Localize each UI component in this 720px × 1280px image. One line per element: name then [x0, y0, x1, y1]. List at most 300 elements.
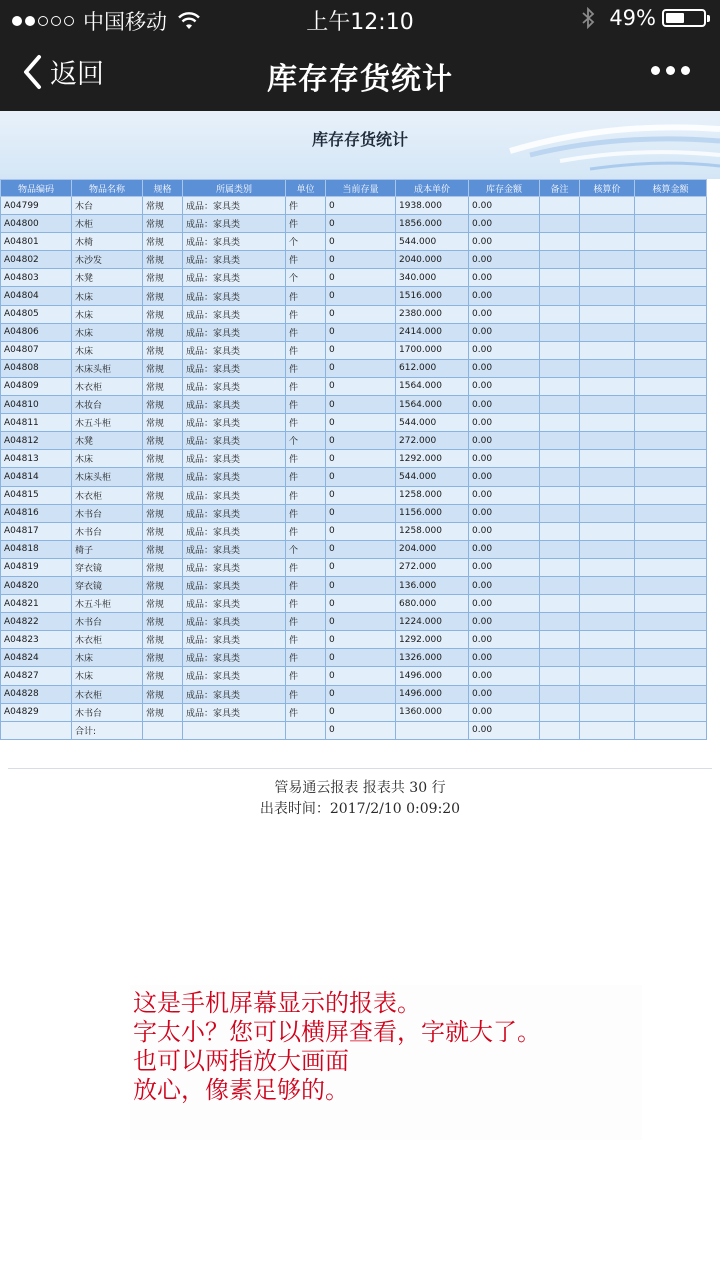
- table-cell: 0: [326, 685, 396, 703]
- table-cell: 0: [326, 269, 396, 287]
- table-cell: A04820: [1, 576, 72, 594]
- table-cell: 0: [326, 504, 396, 522]
- table-cell: A04829: [1, 703, 72, 721]
- table-cell: [580, 359, 635, 377]
- table-row: [1, 341, 707, 359]
- annotation-line: 字太小？您可以横屏查看，字就大了。: [133, 1018, 541, 1046]
- table-cell: 1938.000: [396, 197, 469, 215]
- table-cell: [580, 287, 635, 305]
- table-cell: 木柜: [72, 215, 143, 233]
- table-cell: [540, 287, 580, 305]
- divider: [8, 768, 712, 769]
- table-cell: 木床: [72, 341, 143, 359]
- table-cell: [635, 396, 707, 414]
- table-cell: [540, 613, 580, 631]
- table-cell: 件: [286, 197, 326, 215]
- more-dot-icon: [681, 66, 690, 75]
- table-cell: 0.00: [469, 558, 540, 576]
- report-title: 库存存货统计: [311, 130, 408, 149]
- table-cell: 544.000: [396, 233, 469, 251]
- table-cell: 件: [286, 377, 326, 395]
- table-cell: [580, 377, 635, 395]
- table-cell: 常规: [143, 703, 183, 721]
- table-cell: [540, 468, 580, 486]
- table-cell: 件: [286, 305, 326, 323]
- table-cell: A04805: [1, 305, 72, 323]
- table-cell: 件: [286, 631, 326, 649]
- table-cell: [396, 721, 469, 739]
- table-cell: 成品：家具类: [183, 468, 286, 486]
- table-cell: 1258.000: [396, 486, 469, 504]
- table-cell: [580, 649, 635, 667]
- table-cell: 0: [326, 197, 396, 215]
- table-cell: [580, 450, 635, 468]
- table-cell: 0: [326, 359, 396, 377]
- table-row: [1, 305, 707, 323]
- table-cell: 1496.000: [396, 685, 469, 703]
- table-cell: 136.000: [396, 576, 469, 594]
- table-cell: 成品：家具类: [183, 396, 286, 414]
- table-cell: 常规: [143, 486, 183, 504]
- annotation-box: [130, 985, 642, 1140]
- table-cell: 0.00: [469, 504, 540, 522]
- more-dot-icon: [666, 66, 675, 75]
- table-cell: 成品：家具类: [183, 287, 286, 305]
- table-cell: [580, 703, 635, 721]
- table-cell: 1292.000: [396, 631, 469, 649]
- table-cell: 成品：家具类: [183, 504, 286, 522]
- table-cell: [580, 595, 635, 613]
- table-cell: 成品：家具类: [183, 251, 286, 269]
- table-cell: 1360.000: [396, 703, 469, 721]
- table-cell: 木书台: [72, 703, 143, 721]
- report-timestamp: 出表时间：2017/2/10 0:09:20: [259, 801, 461, 817]
- table-cell: 件: [286, 341, 326, 359]
- table-cell: 0.00: [469, 522, 540, 540]
- table-cell: [580, 432, 635, 450]
- table-cell: 成品：家具类: [183, 649, 286, 667]
- table-cell: [540, 251, 580, 269]
- table-cell: 个: [286, 432, 326, 450]
- table-cell: 常规: [143, 540, 183, 558]
- table-cell: [580, 269, 635, 287]
- table-cell: 个: [286, 269, 326, 287]
- column-header: 所属类别: [183, 180, 286, 197]
- table-row: [1, 540, 707, 558]
- table-cell: [143, 721, 183, 739]
- battery-icon: [662, 9, 706, 27]
- table-cell: 0: [326, 305, 396, 323]
- table-cell: 件: [286, 558, 326, 576]
- table-cell: [580, 414, 635, 432]
- table-cell: 680.000: [396, 595, 469, 613]
- table-cell: 常规: [143, 649, 183, 667]
- table-cell: [635, 323, 707, 341]
- table-cell: 0.00: [469, 432, 540, 450]
- table-cell: 件: [286, 396, 326, 414]
- table-cell: 0.00: [469, 269, 540, 287]
- table-cell: [540, 323, 580, 341]
- table-cell: A04808: [1, 359, 72, 377]
- more-dot-icon: [651, 66, 660, 75]
- table-cell: 个: [286, 540, 326, 558]
- table-cell: [540, 197, 580, 215]
- table-cell: 0.00: [469, 685, 540, 703]
- table-cell: 常规: [143, 558, 183, 576]
- table-cell: [635, 649, 707, 667]
- table-cell: 成品：家具类: [183, 595, 286, 613]
- table-cell: 件: [286, 468, 326, 486]
- table-cell: [540, 341, 580, 359]
- table-cell: 成品：家具类: [183, 269, 286, 287]
- table-cell: 1496.000: [396, 667, 469, 685]
- table-cell: [540, 540, 580, 558]
- table-cell: 木床: [72, 667, 143, 685]
- battery-percent: 49%: [609, 6, 656, 30]
- table-cell: 0: [326, 450, 396, 468]
- table-cell: 常规: [143, 287, 183, 305]
- table-row: [1, 233, 707, 251]
- table-cell: A04815: [1, 486, 72, 504]
- status-right: [581, 6, 706, 30]
- table-cell: 常规: [143, 215, 183, 233]
- table-cell: 件: [286, 576, 326, 594]
- table-cell: [580, 341, 635, 359]
- table-cell: 272.000: [396, 558, 469, 576]
- table-cell: [635, 540, 707, 558]
- table-cell: A04821: [1, 595, 72, 613]
- column-header: 物品名称: [72, 180, 143, 197]
- table-cell: A04819: [1, 558, 72, 576]
- table-cell: [580, 305, 635, 323]
- table-cell: 成品：家具类: [183, 450, 286, 468]
- table-cell: [540, 685, 580, 703]
- table-row: [1, 576, 707, 594]
- table-cell: 1700.000: [396, 341, 469, 359]
- table-cell: 0: [326, 703, 396, 721]
- table-cell: [635, 504, 707, 522]
- table-row: [1, 649, 707, 667]
- table-cell: 成品：家具类: [183, 540, 286, 558]
- table-cell: 常规: [143, 468, 183, 486]
- table-cell: 0.00: [469, 323, 540, 341]
- table-cell: [580, 251, 635, 269]
- table-cell: 0: [326, 486, 396, 504]
- table-cell: [635, 269, 707, 287]
- table-cell: 2040.000: [396, 251, 469, 269]
- table-cell: 件: [286, 649, 326, 667]
- table-cell: 常规: [143, 396, 183, 414]
- table-cell: [635, 703, 707, 721]
- table-cell: 常规: [143, 341, 183, 359]
- table-cell: 成品：家具类: [183, 703, 286, 721]
- table-cell: 常规: [143, 613, 183, 631]
- table-cell: A04822: [1, 613, 72, 631]
- table-cell: 常规: [143, 631, 183, 649]
- table-cell: [540, 486, 580, 504]
- table-cell: [635, 215, 707, 233]
- table-row: [1, 685, 707, 703]
- table-cell: [540, 649, 580, 667]
- table-row: [1, 450, 707, 468]
- table-cell: [540, 215, 580, 233]
- table-cell: 0.00: [469, 540, 540, 558]
- table-cell: 木床: [72, 323, 143, 341]
- table-cell: 常规: [143, 233, 183, 251]
- table-cell: 常规: [143, 576, 183, 594]
- table-cell: A04813: [1, 450, 72, 468]
- table-cell: 件: [286, 685, 326, 703]
- table-cell: 2414.000: [396, 323, 469, 341]
- column-header: 物品编码: [1, 180, 72, 197]
- table-cell: 个: [286, 233, 326, 251]
- table-cell: 1564.000: [396, 396, 469, 414]
- table-cell: [1, 721, 72, 739]
- table-cell: 件: [286, 613, 326, 631]
- table-cell: [580, 486, 635, 504]
- table-cell: 常规: [143, 450, 183, 468]
- table-cell: A04799: [1, 197, 72, 215]
- back-label: 返回: [50, 59, 104, 90]
- table-cell: 成品：家具类: [183, 233, 286, 251]
- table-cell: 0.00: [469, 341, 540, 359]
- table-cell: [540, 359, 580, 377]
- table-row: [1, 486, 707, 504]
- table-cell: 件: [286, 359, 326, 377]
- table-cell: [635, 359, 707, 377]
- table-cell: 件: [286, 450, 326, 468]
- table-cell: 0: [326, 558, 396, 576]
- table-cell: 0.00: [469, 595, 540, 613]
- table-cell: [635, 721, 707, 739]
- table-cell: [540, 377, 580, 395]
- annotation-text: [130, 985, 642, 1105]
- table-cell: 成品：家具类: [183, 414, 286, 432]
- page-title: 库存存货统计: [267, 62, 453, 97]
- table-cell: 木床: [72, 305, 143, 323]
- table-cell: 木衣柜: [72, 377, 143, 395]
- annotation-line: 也可以两指放大画面: [133, 1047, 349, 1075]
- table-cell: 1326.000: [396, 649, 469, 667]
- table-cell: [635, 414, 707, 432]
- table-cell: [540, 703, 580, 721]
- table-cell: [635, 251, 707, 269]
- table-cell: 成品：家具类: [183, 685, 286, 703]
- table-cell: 0.00: [469, 287, 540, 305]
- table-cell: 木凳: [72, 432, 143, 450]
- table-cell: 0: [326, 649, 396, 667]
- table-row: [1, 197, 707, 215]
- table-cell: 成品：家具类: [183, 377, 286, 395]
- table-cell: [580, 396, 635, 414]
- status-time: 上午12:10: [306, 10, 414, 35]
- table-cell: [540, 269, 580, 287]
- table-cell: 木沙发: [72, 251, 143, 269]
- table-cell: 0: [326, 233, 396, 251]
- table-cell: 0.00: [469, 197, 540, 215]
- table-cell: 0.00: [469, 667, 540, 685]
- table-cell: 0: [326, 432, 396, 450]
- table-cell: 0.00: [469, 576, 540, 594]
- table-cell: [580, 576, 635, 594]
- table-cell: A04800: [1, 215, 72, 233]
- table-cell: A04818: [1, 540, 72, 558]
- table-cell: 常规: [143, 522, 183, 540]
- annotation-line: 放心，像素足够的。: [133, 1076, 349, 1104]
- navigation-bar: [0, 36, 720, 111]
- table-cell: 272.000: [396, 432, 469, 450]
- table-cell: 1258.000: [396, 522, 469, 540]
- table-cell: 件: [286, 215, 326, 233]
- table-cell: 成品：家具类: [183, 197, 286, 215]
- table-row: [1, 414, 707, 432]
- table-cell: 2380.000: [396, 305, 469, 323]
- table-cell: [540, 450, 580, 468]
- table-total-row: [1, 721, 707, 739]
- table-cell: 204.000: [396, 540, 469, 558]
- table-row: [1, 432, 707, 450]
- table-cell: 成品：家具类: [183, 613, 286, 631]
- table-cell: 件: [286, 251, 326, 269]
- table-cell: 0.00: [469, 649, 540, 667]
- table-cell: 件: [286, 703, 326, 721]
- table-cell: [635, 468, 707, 486]
- table-cell: [580, 504, 635, 522]
- column-header: 核算金额: [635, 180, 707, 197]
- table-cell: 0: [326, 522, 396, 540]
- column-header: 库存金额: [469, 180, 540, 197]
- table-cell: 常规: [143, 667, 183, 685]
- table-cell: 件: [286, 595, 326, 613]
- column-header: 单位: [286, 180, 326, 197]
- table-cell: 常规: [143, 251, 183, 269]
- table-cell: 木台: [72, 197, 143, 215]
- table-row: [1, 558, 707, 576]
- table-cell: 件: [286, 323, 326, 341]
- table-cell: 穿衣镜: [72, 576, 143, 594]
- table-cell: A04803: [1, 269, 72, 287]
- table-cell: 1224.000: [396, 613, 469, 631]
- status-bar: [0, 0, 720, 36]
- table-cell: [286, 721, 326, 739]
- table-cell: [540, 576, 580, 594]
- table-cell: [540, 558, 580, 576]
- table-cell: 0.00: [469, 486, 540, 504]
- column-header: 当前存量: [326, 180, 396, 197]
- table-cell: 0: [326, 613, 396, 631]
- table-cell: [635, 576, 707, 594]
- table-cell: [540, 305, 580, 323]
- table-row: [1, 468, 707, 486]
- table-cell: A04823: [1, 631, 72, 649]
- table-cell: [540, 721, 580, 739]
- table-cell: 成品：家具类: [183, 522, 286, 540]
- table-cell: [635, 305, 707, 323]
- table-cell: [635, 631, 707, 649]
- table-cell: 0: [326, 631, 396, 649]
- table-cell: [635, 522, 707, 540]
- table-cell: 544.000: [396, 468, 469, 486]
- table-cell: [580, 631, 635, 649]
- table-cell: 成品：家具类: [183, 558, 286, 576]
- table-cell: 0: [326, 595, 396, 613]
- table-cell: 木床头柜: [72, 468, 143, 486]
- table-row: [1, 631, 707, 649]
- table-cell: 0: [326, 287, 396, 305]
- table-cell: [580, 215, 635, 233]
- table-cell: 成品：家具类: [183, 215, 286, 233]
- table-cell: 612.000: [396, 359, 469, 377]
- table-header-row: [1, 180, 707, 197]
- table-cell: 1292.000: [396, 450, 469, 468]
- more-options-button[interactable]: [645, 66, 690, 75]
- table-row: [1, 595, 707, 613]
- table-row: [1, 703, 707, 721]
- table-cell: 木五斗柜: [72, 595, 143, 613]
- table-cell: 常规: [143, 377, 183, 395]
- table-cell: 成品：家具类: [183, 631, 286, 649]
- table-cell: [540, 522, 580, 540]
- table-cell: A04809: [1, 377, 72, 395]
- table-cell: 常规: [143, 359, 183, 377]
- table-cell: 常规: [143, 414, 183, 432]
- table-cell: 0.00: [469, 468, 540, 486]
- table-cell: 成品：家具类: [183, 576, 286, 594]
- table-cell: 0: [326, 721, 396, 739]
- table-cell: A04802: [1, 251, 72, 269]
- table-cell: 0: [326, 396, 396, 414]
- table-cell: 穿衣镜: [72, 558, 143, 576]
- table-cell: 0: [326, 540, 396, 558]
- table-cell: 木床: [72, 649, 143, 667]
- table-row: [1, 287, 707, 305]
- table-cell: A04804: [1, 287, 72, 305]
- table-cell: 木衣柜: [72, 631, 143, 649]
- column-header: 备注: [540, 180, 580, 197]
- table-cell: [635, 558, 707, 576]
- table-cell: 木衣柜: [72, 486, 143, 504]
- table-cell: 成品：家具类: [183, 486, 286, 504]
- table-cell: 件: [286, 414, 326, 432]
- table-cell: 木书台: [72, 613, 143, 631]
- report-table-container[interactable]: [0, 179, 706, 740]
- table-cell: [635, 432, 707, 450]
- table-cell: [580, 667, 635, 685]
- table-row: [1, 667, 707, 685]
- table-cell: [580, 522, 635, 540]
- table-row: [1, 323, 707, 341]
- table-cell: 0.00: [469, 215, 540, 233]
- table-cell: 0: [326, 341, 396, 359]
- table-cell: [635, 685, 707, 703]
- table-cell: 常规: [143, 269, 183, 287]
- table-cell: 1564.000: [396, 377, 469, 395]
- table-cell: 椅子: [72, 540, 143, 558]
- table-cell: 成品：家具类: [183, 323, 286, 341]
- table-cell: [635, 613, 707, 631]
- table-cell: 0.00: [469, 703, 540, 721]
- table-cell: 成品：家具类: [183, 359, 286, 377]
- table-cell: 0: [326, 251, 396, 269]
- table-body: [1, 197, 707, 740]
- table-cell: 0: [326, 667, 396, 685]
- column-header: 成本单价: [396, 180, 469, 197]
- table-cell: 常规: [143, 432, 183, 450]
- table-cell: 常规: [143, 504, 183, 522]
- table-cell: A04807: [1, 341, 72, 359]
- table-cell: 木床头柜: [72, 359, 143, 377]
- table-cell: 常规: [143, 305, 183, 323]
